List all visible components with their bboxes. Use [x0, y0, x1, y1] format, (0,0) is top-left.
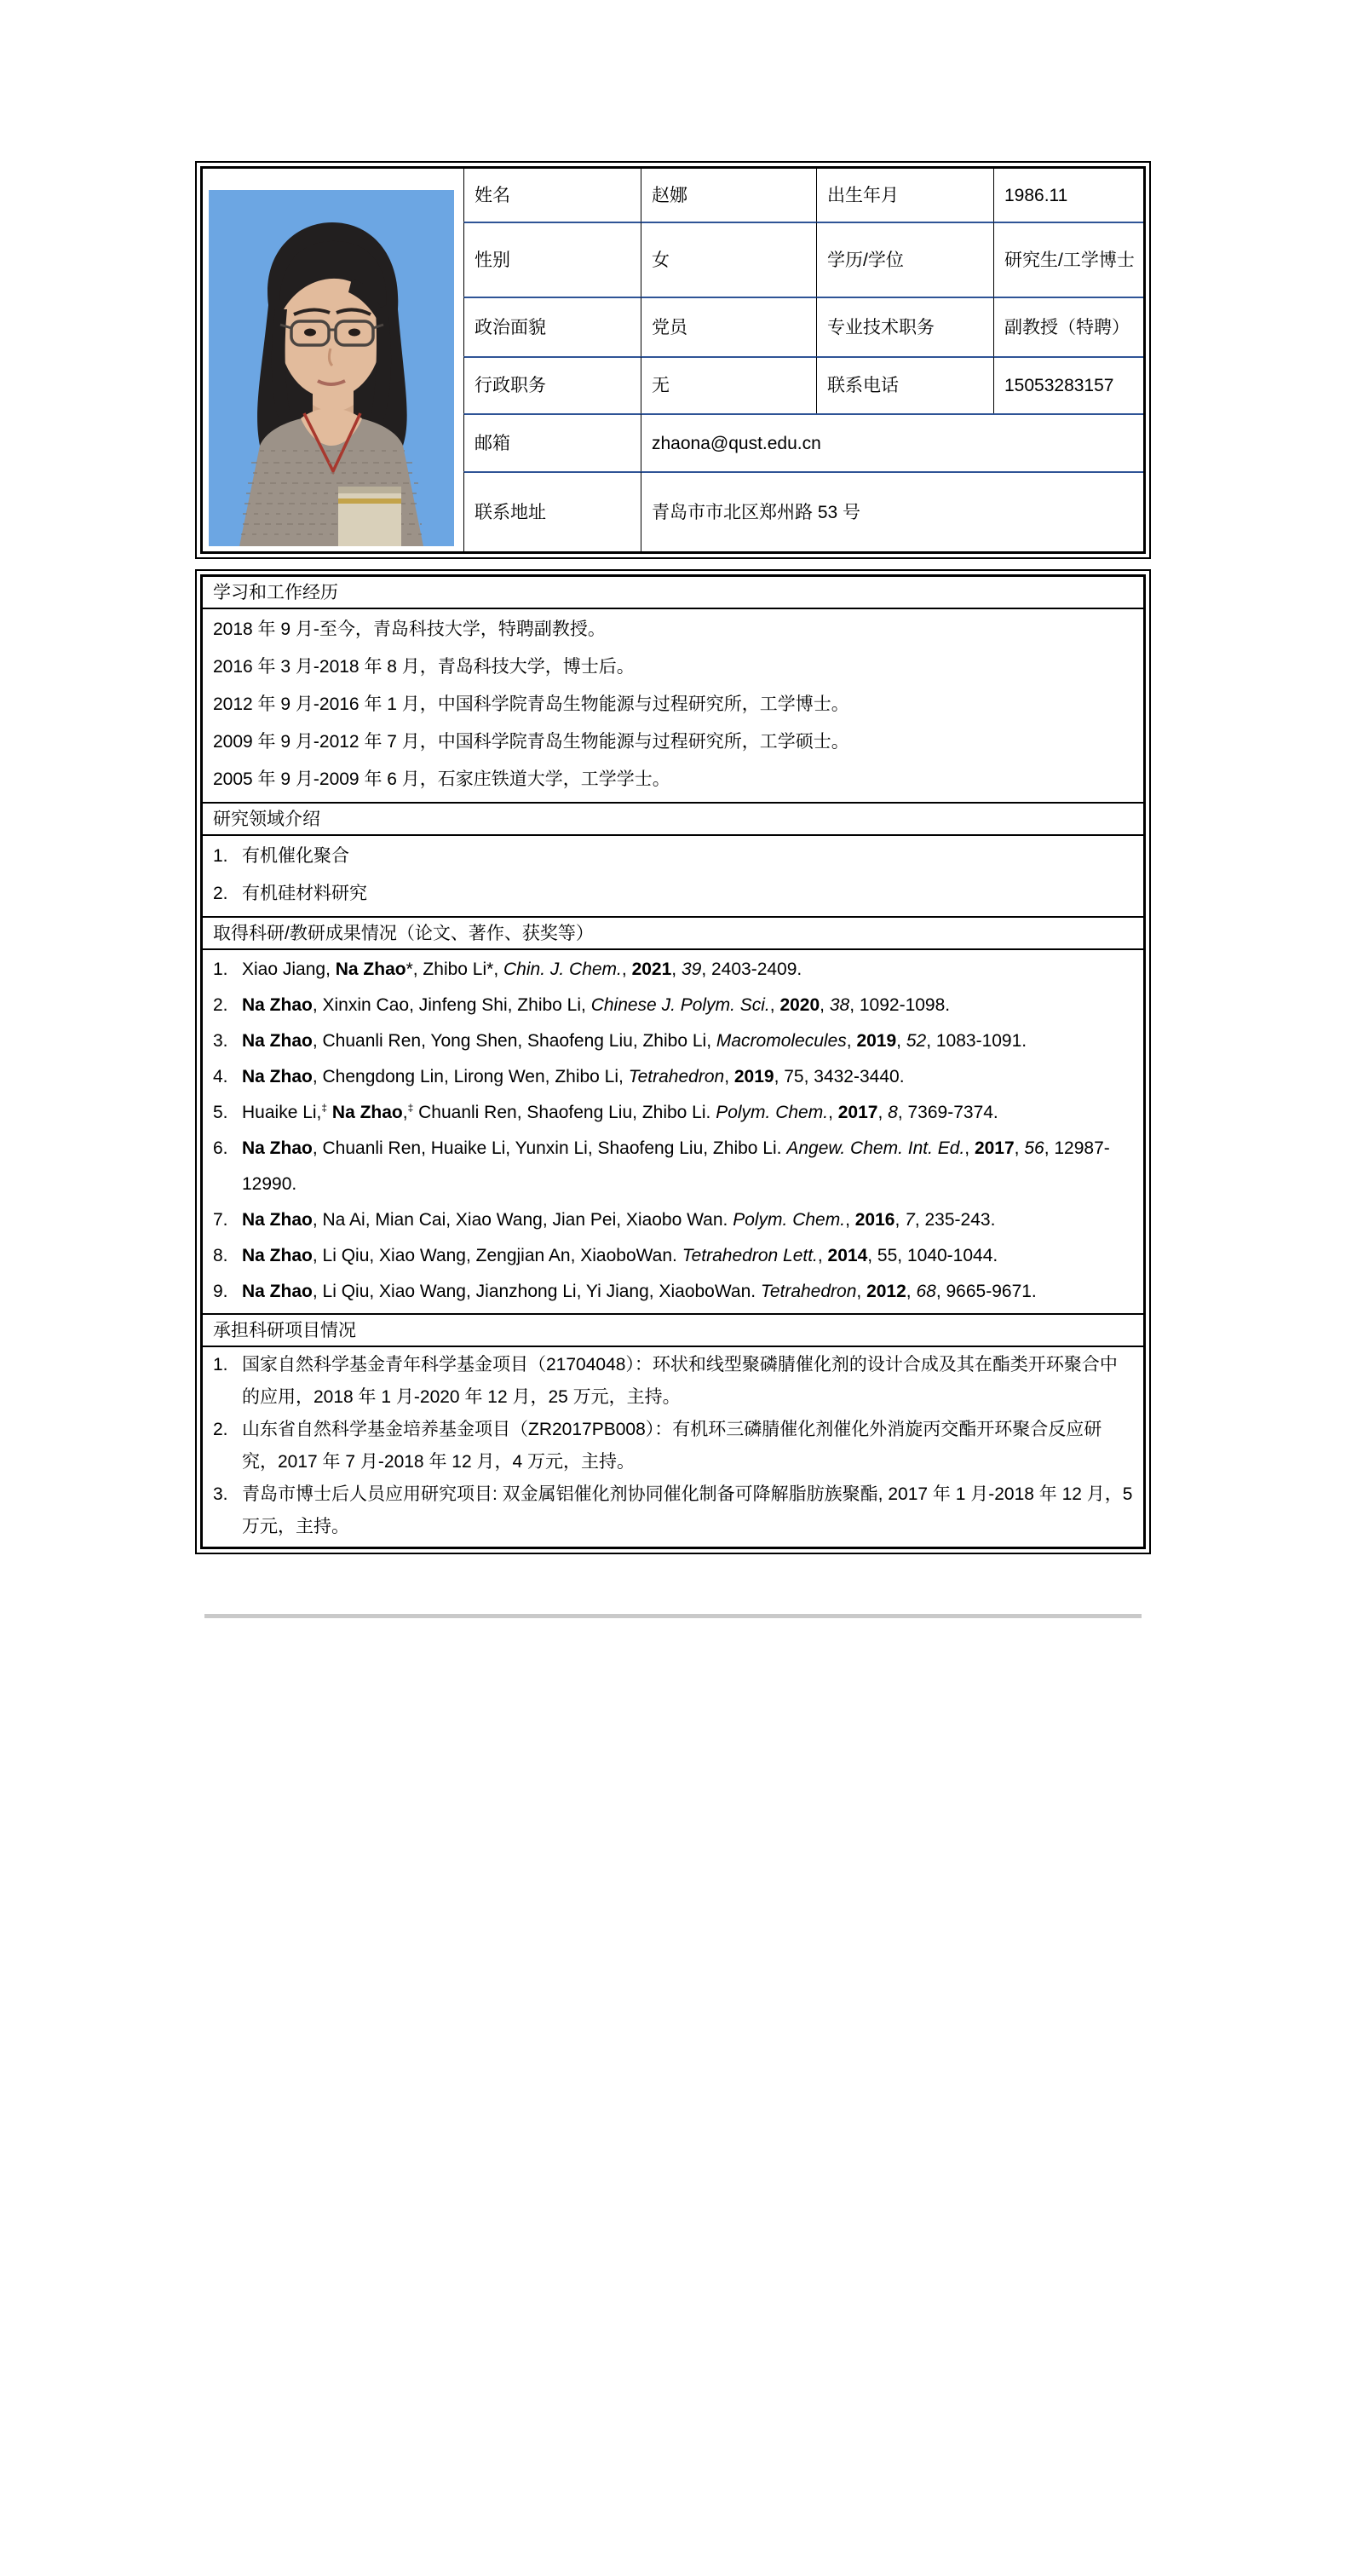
field-label-gender: 性别	[463, 222, 641, 297]
field-value-degree: 研究生/工学博士	[993, 222, 1143, 297]
publication-item: 4. Na Zhao, Chengdong Lin, Lirong Wen, Zhibo Li, Tetrahedron, 2019, 75, 3432-3440.	[213, 1059, 1133, 1095]
list-item-number: 9.	[213, 1282, 228, 1301]
list-item-number: 6.	[213, 1138, 228, 1158]
list-item-number: 7.	[213, 1210, 228, 1230]
section-title-research: 研究领域介绍	[213, 810, 320, 829]
experience-line: 2018 年 9 月-至今，青岛科技大学，特聘副教授。	[213, 620, 606, 639]
field-label-political-status: 政治面貌	[463, 297, 641, 356]
section-projects	[203, 1313, 1143, 1346]
list-item-number: 1.	[213, 846, 228, 866]
field-value-email: zhaona@qust.edu.cn	[641, 413, 1143, 471]
section-achievements-body	[203, 948, 1143, 1313]
field-label-admin-post: 行政职务	[463, 356, 641, 413]
field-label-address: 联系地址	[463, 471, 641, 551]
project-item: 1. 国家自然科学基金青年科学基金项目（21704048）：环状和线型聚磷腈催化剂的设计合成及其在酯类开环聚合中的应用，2018 年 1 月-2020 年 12 月，25 万元，主持。	[213, 1349, 1133, 1414]
research-area-item: 2. 有机硅材料研究	[213, 875, 1133, 913]
portrait-photo	[209, 190, 454, 546]
field-value-address: 青岛市市北区郑州路 53 号	[641, 471, 1143, 551]
section-experience-body	[203, 608, 1143, 802]
experience-line: 2016 年 3 月-2018 年 8 月，青岛科技大学，博士后。	[213, 657, 635, 677]
list-item-number: 3.	[213, 1031, 228, 1051]
list-item-number: 5.	[213, 1103, 228, 1122]
list-item-number: 8.	[213, 1246, 228, 1265]
project-item: 2. 山东省自然科学基金培养基金项目（ZR2017PB008）：有机环三磷腈催化剂催化外消旋丙交酯开环聚合反应研究，2017 年 7 月-2018 年 12 月，4 万元，主持。	[213, 1414, 1133, 1478]
sections-table-frame	[195, 569, 1151, 1554]
section-research-body	[203, 834, 1143, 916]
experience-line: 2009 年 9 月-2012 年 7 月，中国科学院青岛生物能源与过程研究所，工学硕士。	[213, 732, 849, 752]
field-label-phone: 联系电话	[816, 356, 993, 413]
section-achievements	[203, 916, 1143, 948]
list-item-number: 1.	[213, 960, 228, 979]
publication-item: 5. Huaike Li,‡ Na Zhao,‡ Chuanli Ren, Shaofeng Liu, Zhibo Li. Polym. Chem., 2017, 8, 7369-7374.	[213, 1095, 1133, 1131]
publication-item: 9. Na Zhao, Li Qiu, Xiao Wang, Jianzhong Li, Yi Jiang, XiaoboWan. Tetrahedron, 2012, 68, 9665-9671.	[213, 1274, 1133, 1310]
section-title-projects: 承担科研项目情况	[213, 1321, 356, 1340]
section-experience	[203, 577, 1143, 608]
field-label-professional-title: 专业技术职务	[816, 297, 993, 356]
list-item-number: 2.	[213, 995, 228, 1015]
section-title-achievements: 取得科研/教研成果情况（论文、著作、获奖等）	[213, 924, 594, 943]
field-value-name: 赵娜	[641, 169, 816, 222]
profile-table	[203, 169, 1143, 551]
publication-item: 1. Xiao Jiang, Na Zhao*, Zhibo Li*, Chin. J. Chem., 2021, 39, 2403-2409.	[213, 952, 1133, 988]
field-label-name: 姓名	[463, 169, 641, 222]
project-item: 3. 青岛市博士后人员应用研究项目: 双金属铝催化剂协同催化制备可降解脂肪族聚酯, 2017 年 1 月-2018 年 12 月，5 万元，主持。	[213, 1478, 1133, 1543]
publication-item: 3. Na Zhao, Chuanli Ren, Yong Shen, Shaofeng Liu, Zhibo Li, Macromolecules, 2019, 52, 1083-1091.	[213, 1023, 1133, 1059]
list-item-number: 3.	[213, 1484, 228, 1504]
list-item-number: 2.	[213, 1420, 228, 1439]
list-item-number: 1.	[213, 1355, 228, 1374]
list-item-number: 2.	[213, 884, 228, 903]
experience-line: 2005 年 9 月-2009 年 6 月，石家庄铁道大学，工学学士。	[213, 769, 670, 789]
field-label-email: 邮箱	[463, 413, 641, 471]
sections-table	[200, 574, 1146, 1549]
field-value-phone: 15053283157	[993, 356, 1143, 413]
experience-line: 2012 年 9 月-2016 年 1 月，中国科学院青岛生物能源与过程研究所，工学博士。	[213, 694, 849, 714]
document-content	[195, 161, 1151, 1618]
field-value-admin-post: 无	[641, 356, 816, 413]
section-title-experience: 学习和工作经历	[213, 583, 338, 602]
field-label-birthdate: 出生年月	[816, 169, 993, 222]
list-item-number: 4.	[213, 1067, 228, 1086]
publication-item: 6. Na Zhao, Chuanli Ren, Huaike Li, Yunxin Li, Shaofeng Liu, Zhibo Li. Angew. Chem. Int. Ed., 2017, 56, 12987-12990.	[213, 1131, 1133, 1202]
publication-item: 2. Na Zhao, Xinxin Cao, Jinfeng Shi, Zhibo Li, Chinese J. Polym. Sci., 2020, 38, 1092-1098.	[213, 988, 1133, 1023]
field-value-birthdate: 1986.11	[993, 169, 1143, 222]
profile-table-frame	[195, 161, 1151, 559]
section-projects-body	[203, 1346, 1143, 1547]
field-label-degree: 学历/学位	[816, 222, 993, 297]
publication-item: 7. Na Zhao, Na Ai, Mian Cai, Xiao Wang, Jian Pei, Xiaobo Wan. Polym. Chem., 2016, 7, 235-243.	[213, 1202, 1133, 1238]
research-area-item: 1. 有机催化聚合	[213, 838, 1133, 875]
section-research	[203, 802, 1143, 834]
field-value-political-status: 党员	[641, 297, 816, 356]
publication-item: 8. Na Zhao, Li Qiu, Xiao Wang, Zengjian An, XiaoboWan. Tetrahedron Lett., 2014, 55, 1040-1044.	[213, 1238, 1133, 1274]
footer-divider-rule	[204, 1614, 1142, 1618]
field-value-professional-title: 副教授（特聘）	[993, 297, 1143, 356]
photo-cell	[203, 169, 463, 551]
field-value-gender: 女	[641, 222, 816, 297]
